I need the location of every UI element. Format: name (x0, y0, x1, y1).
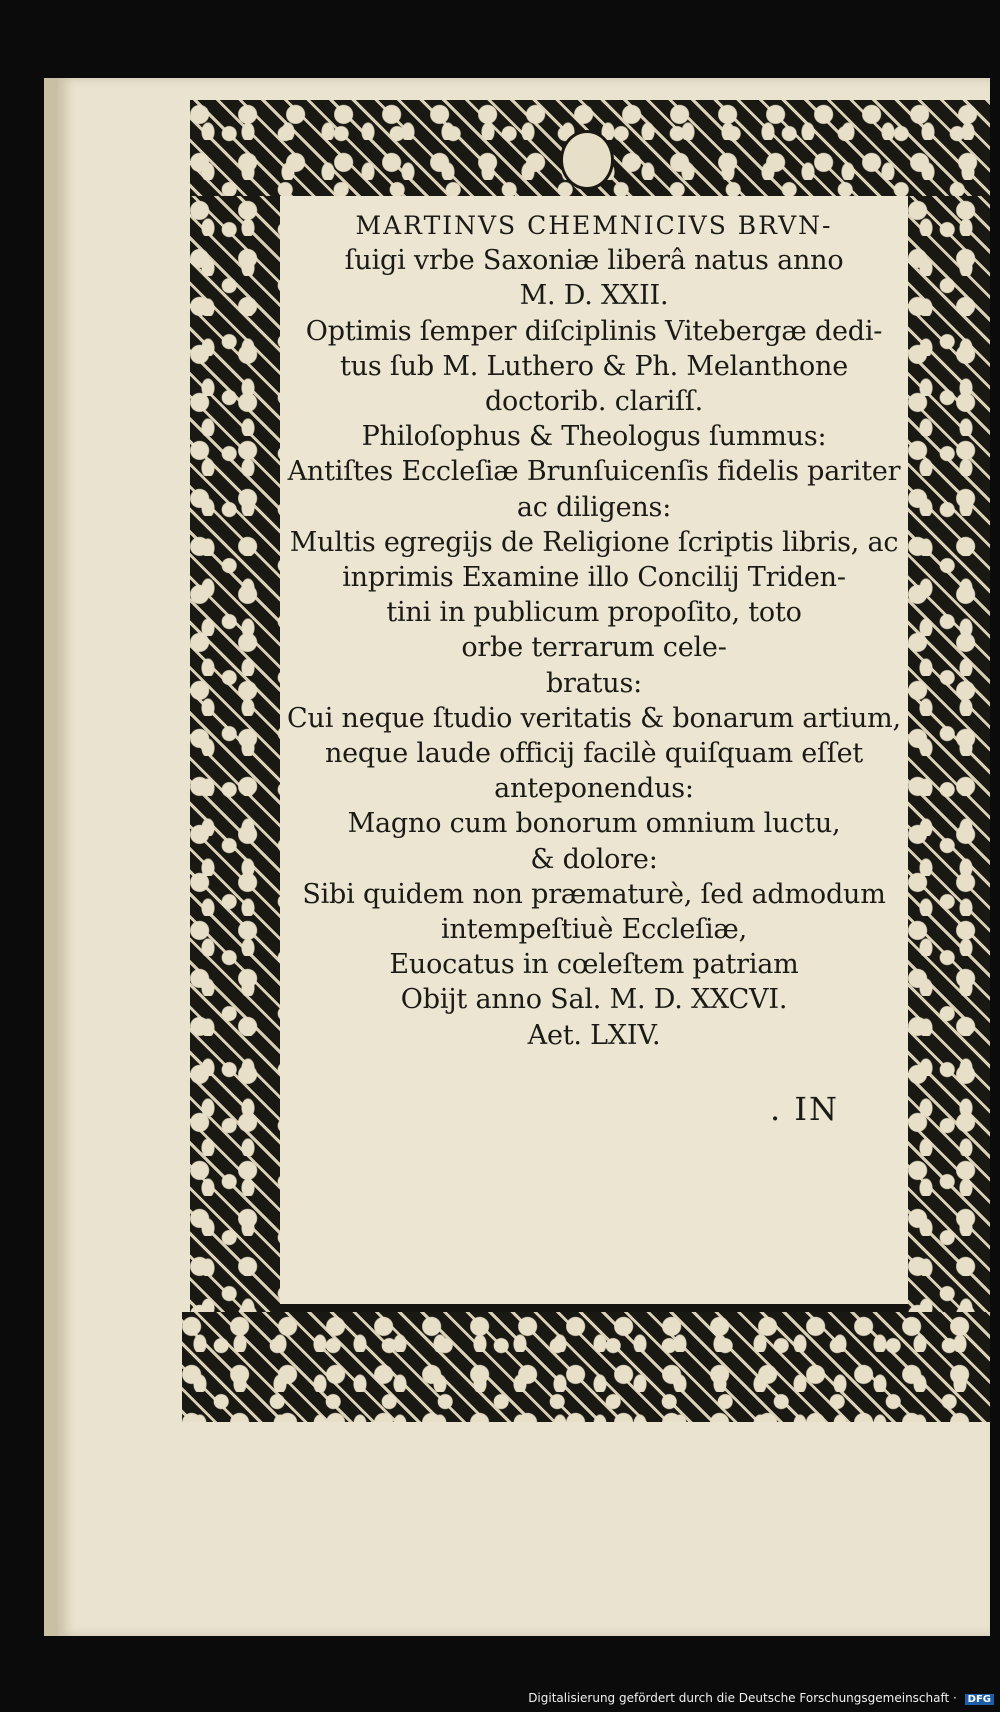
epitaph-text (280, 208, 908, 1053)
text-line: Cui neque ſtudio veritatis & bonarum artium, (287, 702, 901, 734)
text-line: inprimis Examine illo Concilij Triden- (342, 562, 846, 594)
text-line: Antiſtes Eccleſiæ Brunſuicenſis fidelis pariter (287, 456, 901, 488)
text-line: tus ſub M. Luthero & Ph. Melanthone (340, 350, 848, 382)
text-line: Multis egregijs de Religione ſcriptis libris, ac (289, 526, 899, 558)
ornament-right-border (908, 196, 990, 1312)
catchword: . IN (770, 1090, 839, 1128)
text-line: intempeſtiuè Eccleſiæ, (441, 914, 747, 946)
cherub-face-ornament (560, 130, 614, 190)
credit-text: Digitalisierung gefördert durch die Deutsche Forschungsgemeinschaft · (528, 1691, 957, 1705)
text-line: bratus: (545, 667, 643, 699)
text-line: tini in publicum propoſito, toto (386, 597, 802, 629)
text-line: Magno cum bonorum omnium luctu, (347, 808, 841, 840)
text-line: MARTINVS CHEMNICIVS BRVN- (355, 211, 833, 240)
epitaph-text-panel (280, 196, 908, 1304)
ornament-left-border (190, 196, 280, 1312)
text-line: Aet. LXIV. (527, 1019, 661, 1051)
text-line: ſuigi vrbe Saxoniæ liberâ natus anno (344, 245, 844, 277)
digitization-credit (528, 1691, 994, 1705)
ornament-bottom-border (182, 1312, 990, 1422)
text-line: orbe terrarum cele- (461, 632, 727, 664)
text-line: Sibi quidem non præmaturè, ſed admodum (302, 878, 886, 910)
text-line: anteponendus: (494, 773, 694, 805)
text-line: ac diligens: (516, 491, 672, 523)
dfg-logo-icon: DFG (965, 1694, 994, 1705)
text-line: Euocatus in cœleſtem patriam (389, 949, 799, 981)
text-line: Optimis ſemper diſciplinis Vitebergæ dedi- (305, 315, 883, 347)
text-line: M. D. XXII. (519, 280, 669, 312)
text-line: neque laude officij facilè quiſquam eſſet (324, 738, 864, 770)
text-line: & dolore: (530, 843, 658, 875)
text-line: Obijt anno Sal. M. D. XXCVI. (400, 984, 788, 1016)
text-line: doctorib. clariſſ. (484, 386, 704, 418)
text-line: Philoſophus & Theologus ſummus: (361, 421, 827, 453)
